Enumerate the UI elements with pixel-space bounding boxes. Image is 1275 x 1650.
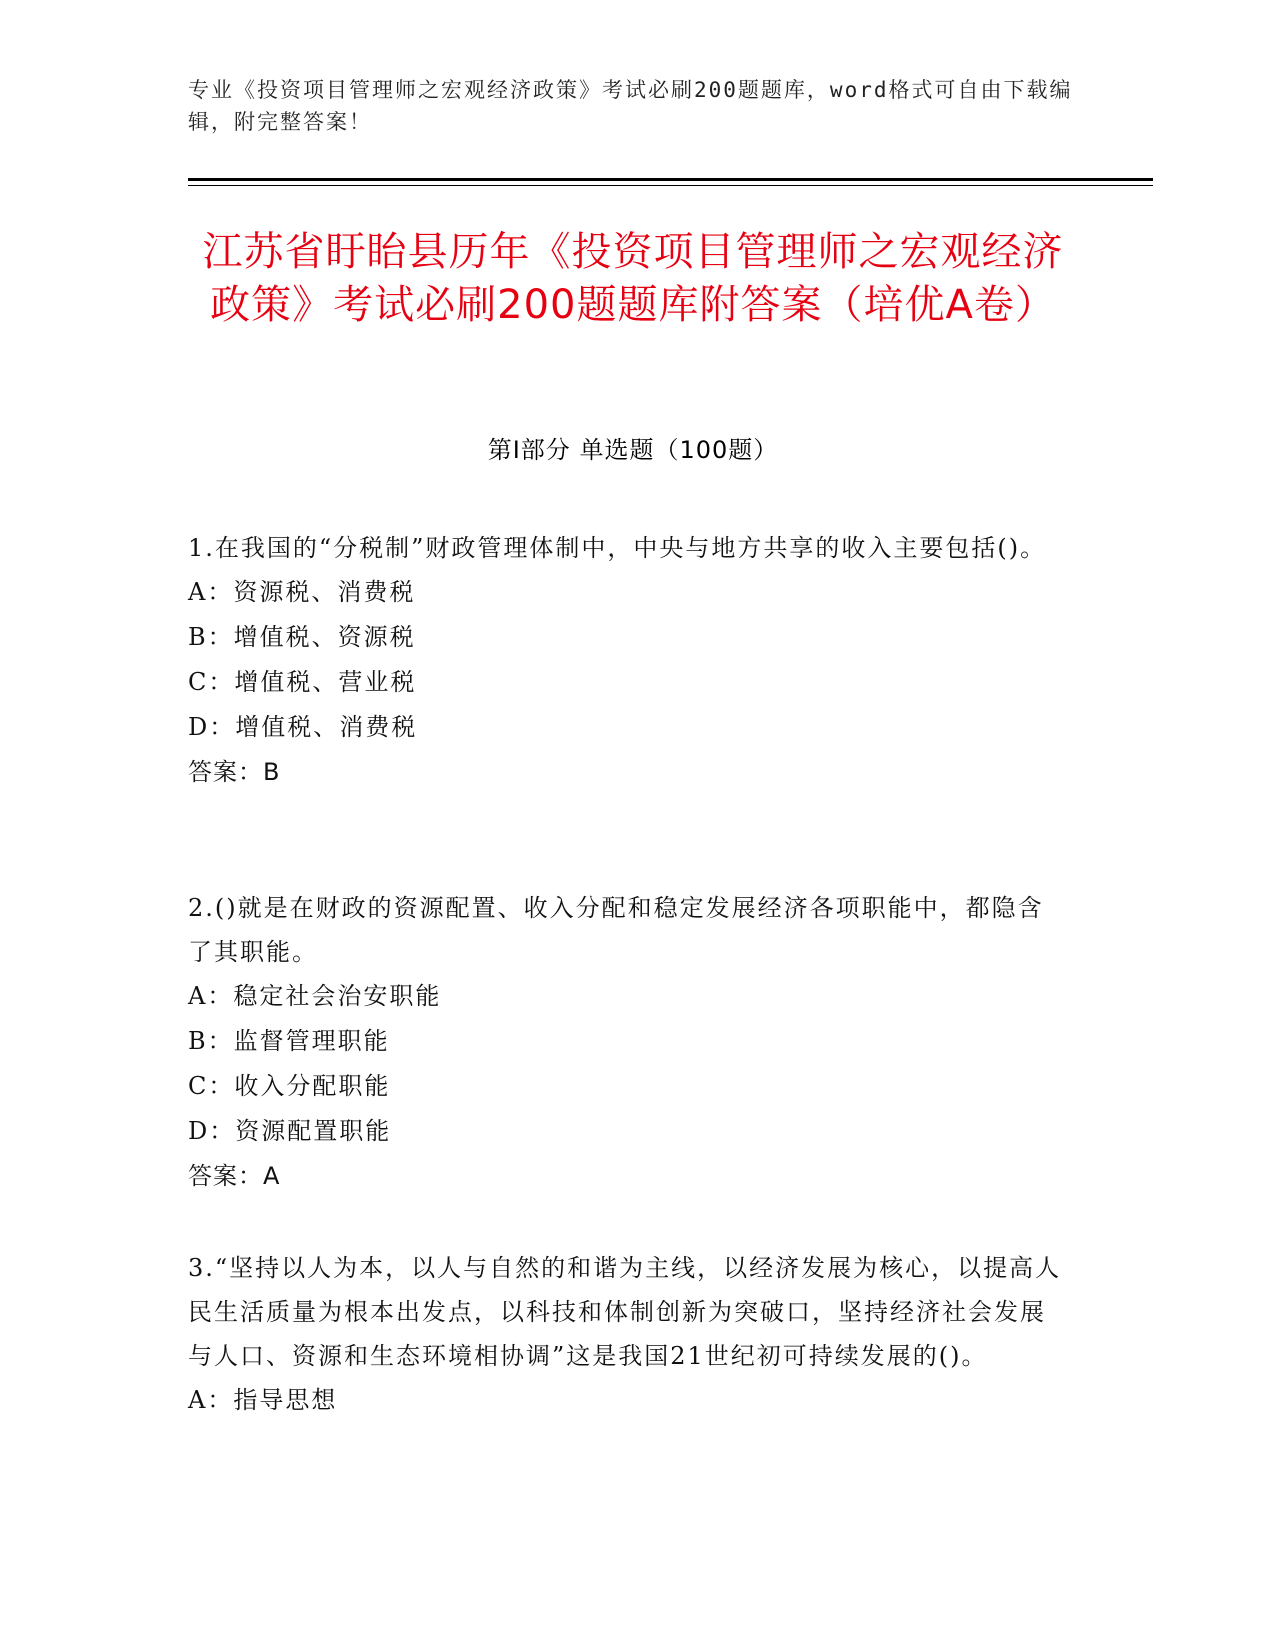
option-b: B：监督管理职能	[188, 1027, 390, 1055]
option-a: A：稳定社会治安职能	[188, 982, 442, 1010]
answer: 答案：B	[188, 758, 281, 786]
question-stem: 3.“坚持以人为本，以人与自然的和谐为主线，以经济发展为核心，以提高人民生活质量为根本出发点，以科技和体制创新为突破口，坚持经济社会发展与人口、资源和生态环境相协调”这是我国21世纪初可持续发展的()。	[188, 1254, 1062, 1370]
option-a: A：资源税、消费税	[188, 578, 416, 606]
question-1	[188, 526, 1068, 795]
header-rule-thin	[188, 185, 1153, 186]
question-2	[188, 886, 1068, 1199]
document-header: 专业《投资项目管理师之宏观经济政策》考试必刷200题题库，word格式可自由下载编辑，附完整答案！	[188, 78, 1073, 134]
option-b: B：增值税、资源税	[188, 623, 416, 651]
option-d: D：增值税、消费税	[188, 713, 418, 741]
question-stem: 1.在我国的“分税制”财政管理体制中，中央与地方共享的收入主要包括()。	[188, 534, 1047, 562]
section-title: 第Ⅰ部分 单选题（100题）	[487, 436, 779, 464]
header-rule-thick	[188, 178, 1153, 181]
answer: 答案：A	[188, 1162, 281, 1190]
option-a: A：指导思想	[188, 1386, 338, 1414]
option-d: D：资源配置职能	[188, 1117, 392, 1145]
option-c: C：增值税、营业税	[188, 668, 417, 696]
question-stem: 2.()就是在财政的资源配置、收入分配和稳定发展经济各项职能中，都隐含了其职能。	[188, 894, 1044, 966]
document-title: 江苏省盱眙县历年《投资项目管理师之宏观经济政策》考试必刷200题题库附答案（培优A卷）	[202, 229, 1064, 328]
question-3	[188, 1246, 1068, 1423]
option-c: C：收入分配职能	[188, 1072, 391, 1100]
